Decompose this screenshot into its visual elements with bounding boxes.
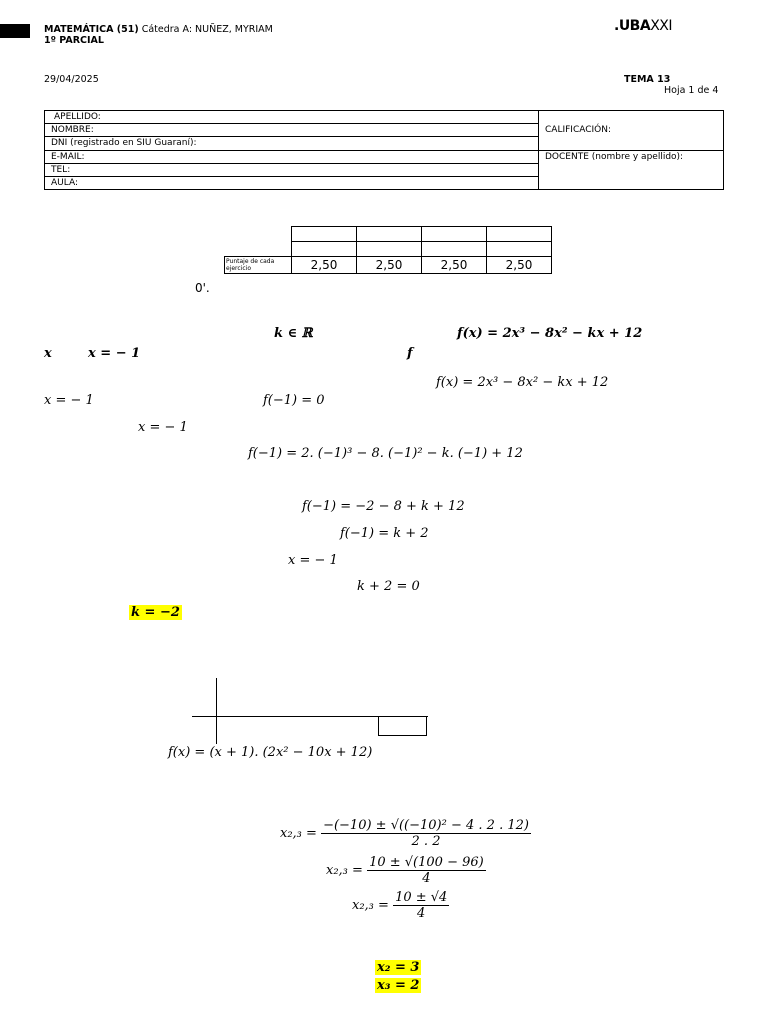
function-definition: f(x) = 2x³ − 8x² − kx + 12 (436, 375, 609, 390)
quadratic-denominator: 4 (422, 871, 431, 886)
page-counter: Hoja 1 de 4 (664, 85, 719, 96)
f-minus1-simplified: f(−1) = −2 − 8 + k + 12 (302, 499, 465, 514)
x-equals-3: x = − 1 (288, 553, 338, 568)
course-title (44, 24, 273, 35)
score-blank-cell[interactable] (357, 242, 422, 257)
quadratic-fraction (321, 818, 531, 849)
black-bar (0, 24, 30, 38)
k-in-reals: k ∈ ℝ (274, 326, 313, 341)
quadratic-step-2 (326, 855, 486, 886)
quadratic-step-1 (280, 818, 531, 849)
quadratic-lhs: x₂,₃ = (352, 898, 389, 913)
score-header-cell (292, 227, 357, 242)
x-equals-bold: x = − 1 (88, 346, 141, 361)
score-value: 2,50 (357, 257, 422, 274)
aula-field[interactable]: AULA: (45, 176, 539, 189)
f-minus1-k-plus-2: f(−1) = k + 2 (340, 526, 429, 541)
score-value: 2,50 (487, 257, 552, 274)
score-header-cell (422, 227, 487, 242)
quadratic-numerator: 10 ± √(100 − 96) (369, 855, 484, 870)
docente-field[interactable]: DOCENTE (nombre y apellido): (539, 150, 724, 190)
k-result (129, 605, 182, 620)
f-minus1-zero: f(−1) = 0 (263, 393, 325, 408)
score-table (224, 226, 552, 274)
score-corner (225, 242, 292, 257)
score-header-cell (357, 227, 422, 242)
quadratic-numerator: 10 ± √4 (395, 890, 448, 905)
uba-logo (614, 18, 672, 34)
k-result-highlight: k = −2 (131, 605, 180, 620)
email-field[interactable]: E-MAIL: (45, 150, 539, 163)
quadratic-denominator: 2 . 2 (411, 834, 441, 849)
tel-field[interactable]: TEL: (45, 163, 539, 176)
x-variable-bold: x (44, 346, 52, 361)
score-label: Puntaje de cada ejercicio (225, 257, 292, 274)
quadratic-lhs: x₂,₃ = (280, 826, 317, 841)
score-header-cell (487, 227, 552, 242)
dni-field[interactable]: DNI (registrado en SIU Guaraní): (45, 137, 539, 150)
course-name: MATEMÁTICA (51) (44, 24, 139, 35)
score-blank-cell[interactable] (422, 242, 487, 257)
tema-label: TEMA 13 (624, 74, 671, 85)
score-value: 2,50 (292, 257, 357, 274)
quadratic-step-3 (352, 890, 449, 921)
factored-function: f(x) = (x + 1). (2x² − 10x + 12) (168, 745, 373, 760)
uba-logo-suffix: XXI (650, 18, 673, 34)
exam-title: 1º PARCIAL (44, 35, 104, 46)
x3-result-highlight: x₃ = 2 (377, 978, 420, 993)
quadratic-fraction (367, 855, 486, 886)
score-blank-cell[interactable] (487, 242, 552, 257)
course-chair: Cátedra A: NUÑEZ, MYRIAM (138, 24, 273, 35)
function-definition-bold: f(x) = 2x³ − 8x² − kx + 12 (457, 326, 643, 341)
x2-result-highlight: x₂ = 3 (377, 960, 420, 975)
f-minus1-substitution: f(−1) = 2. (−1)³ − 8. (−1)² − k. (−1) + 12 (248, 446, 523, 461)
score-value: 2,50 (422, 257, 487, 274)
x2-result (375, 960, 421, 975)
nombre-field[interactable]: NOMBRE: (45, 124, 539, 137)
quadratic-denominator: 4 (417, 906, 426, 921)
quadratic-lhs: x₂,₃ = (326, 863, 363, 878)
k-plus-2-zero: k + 2 = 0 (357, 579, 420, 594)
x3-result (375, 978, 421, 993)
score-blank-cell[interactable] (292, 242, 357, 257)
x-equals-1: x = − 1 (44, 393, 94, 408)
stray-mark: 0'. (195, 281, 210, 295)
quadratic-fraction (393, 890, 449, 921)
apellido-field[interactable]: APELLIDO: (45, 111, 539, 124)
x-equals-2: x = − 1 (138, 420, 188, 435)
exam-date: 29/04/2025 (44, 74, 99, 85)
f-bold: f (407, 346, 413, 361)
ruffini-vertical-line (216, 678, 217, 744)
calificacion-field[interactable]: CALIFICACIÓN: (539, 111, 724, 151)
ruffini-remainder-box (378, 716, 427, 736)
uba-logo-text: .UBA (614, 18, 651, 34)
quadratic-numerator: −(−10) ± √((−10)² − 4 . 2 . 12) (323, 818, 529, 833)
student-info-table (44, 110, 724, 190)
score-corner (225, 227, 292, 242)
